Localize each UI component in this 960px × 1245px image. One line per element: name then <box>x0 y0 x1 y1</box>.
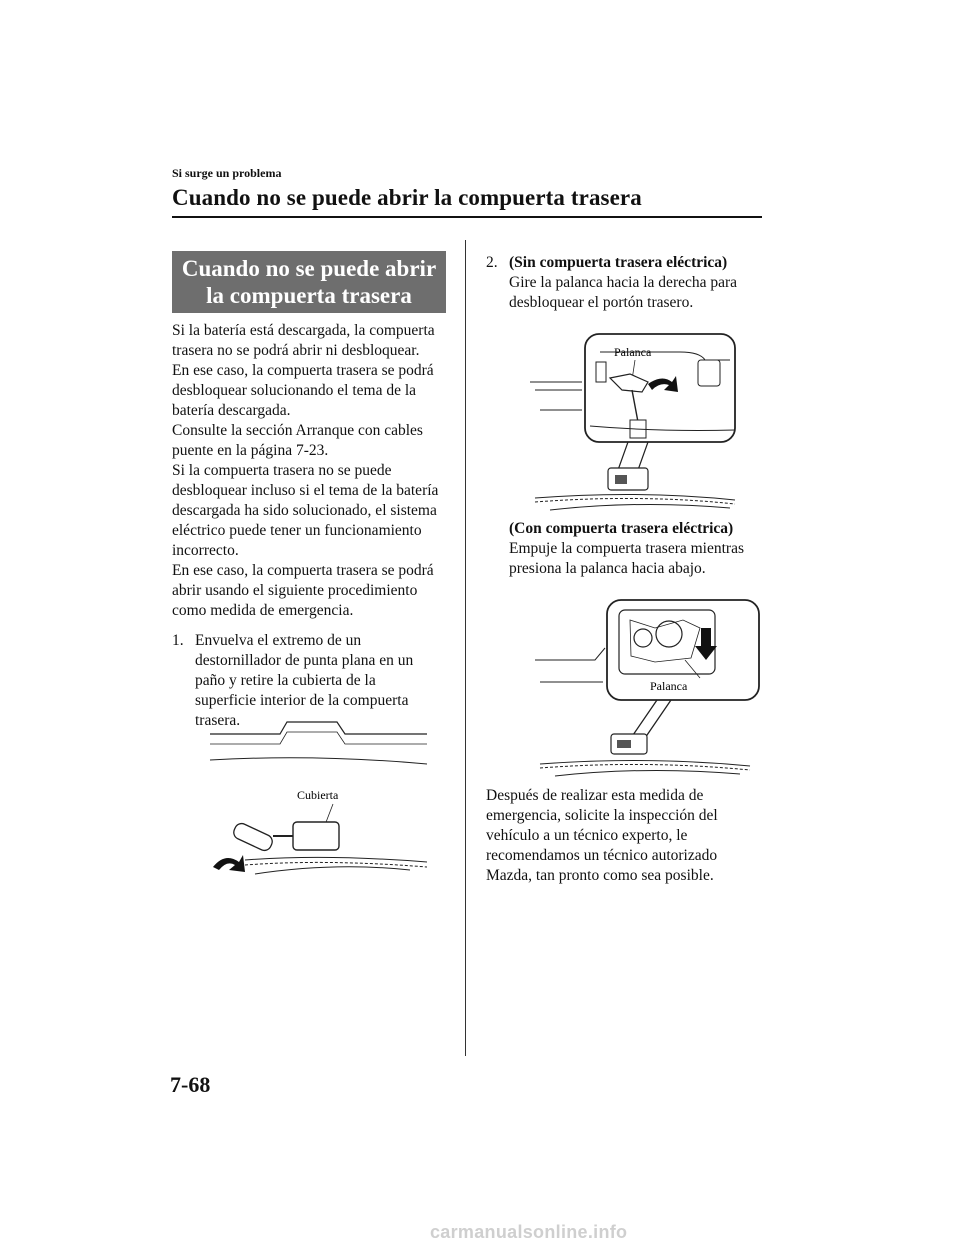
intro-line: Si la batería está descargada, la compuerta <box>172 322 435 339</box>
step-2-line: desbloquear el portón trasero. <box>509 294 694 311</box>
step-1-number: 1. <box>172 632 184 649</box>
closing-line: recomendamos un técnico autorizado <box>486 847 718 864</box>
section-kicker: Si surge un problema <box>172 166 282 180</box>
intro-line: incorrecto. <box>172 542 239 559</box>
intro-line: En ese caso, la compuerta trasera se podrá <box>172 562 434 579</box>
figure-lever-power <box>535 598 767 778</box>
closing-line: vehículo a un técnico experto, le <box>486 827 688 844</box>
intro-line: eléctrico puede tener un funcionamiento <box>172 522 422 539</box>
intro-paragraph <box>172 321 452 621</box>
page-number: 7-68 <box>170 1072 211 1097</box>
intro-line: como medida de emergencia. <box>172 602 354 619</box>
step-2-heading: (Sin compuerta trasera eléctrica) <box>509 254 728 271</box>
page-title: Cuando no se puede abrir la compuerta trasera <box>172 185 642 210</box>
figure-lever-manual <box>530 330 770 515</box>
intro-line: trasera no se podrá abrir ni desbloquear. <box>172 342 420 359</box>
step-2-alt-heading: (Con compuerta trasera eléctrica) <box>509 520 734 537</box>
closing-line: Después de realizar esta medida de <box>486 787 704 804</box>
intro-line: desbloquear incluso si el tema de la batería <box>172 482 439 499</box>
intro-line: Consulte la sección Arranque con cables <box>172 422 423 439</box>
intro-line: descargada ha sido solucionado, el sistema <box>172 502 437 519</box>
closing-line: emergencia, solicite la inspección del <box>486 807 718 824</box>
step-1-line: trasera. <box>195 712 241 729</box>
lever-label-2: Palanca <box>650 679 688 693</box>
step-1-line: superficie interior de la compuerta <box>195 692 409 709</box>
step-1-line: paño y retire la cubierta de la <box>195 672 376 689</box>
banner-line-1: Cuando no se puede abrir <box>181 256 437 281</box>
cover-label: Cubierta <box>297 788 339 802</box>
lever-label-1: Palanca <box>614 345 652 359</box>
banner-line-2: la compuerta trasera <box>206 283 412 308</box>
intro-line: Si la compuerta trasera no se puede <box>172 462 392 479</box>
intro-line: En ese caso, la compuerta trasera se podrá <box>172 362 434 379</box>
step-2-line: Gire la palanca hacia la derecha para <box>509 274 738 291</box>
step-1-line: Envuelva el extremo de un <box>195 632 362 649</box>
step-2-alt-line: presiona la palanca hacia abajo. <box>509 560 706 577</box>
closing-line: Mazda, tan pronto como sea posible. <box>486 867 714 884</box>
figure-cover-removal <box>205 712 435 882</box>
step-2 <box>486 253 766 313</box>
step-1-line: destornillador de punta plana en un <box>195 652 414 669</box>
step-2-alt <box>509 519 769 579</box>
section-banner <box>172 251 446 313</box>
header-rule <box>172 216 762 218</box>
intro-line: desbloquear solucionando el tema de la <box>172 382 417 399</box>
closing-paragraph <box>486 786 766 886</box>
intro-line: puente en la página 7-23. <box>172 442 329 459</box>
intro-line: abrir usando el siguiente procedimiento <box>172 582 418 599</box>
column-divider <box>465 240 466 1056</box>
step-2-alt-line: Empuje la compuerta trasera mientras <box>509 540 744 557</box>
watermark: carmanualsonline.info <box>430 1222 628 1242</box>
step-2-number: 2. <box>486 254 498 271</box>
intro-line: batería descargada. <box>172 402 291 419</box>
